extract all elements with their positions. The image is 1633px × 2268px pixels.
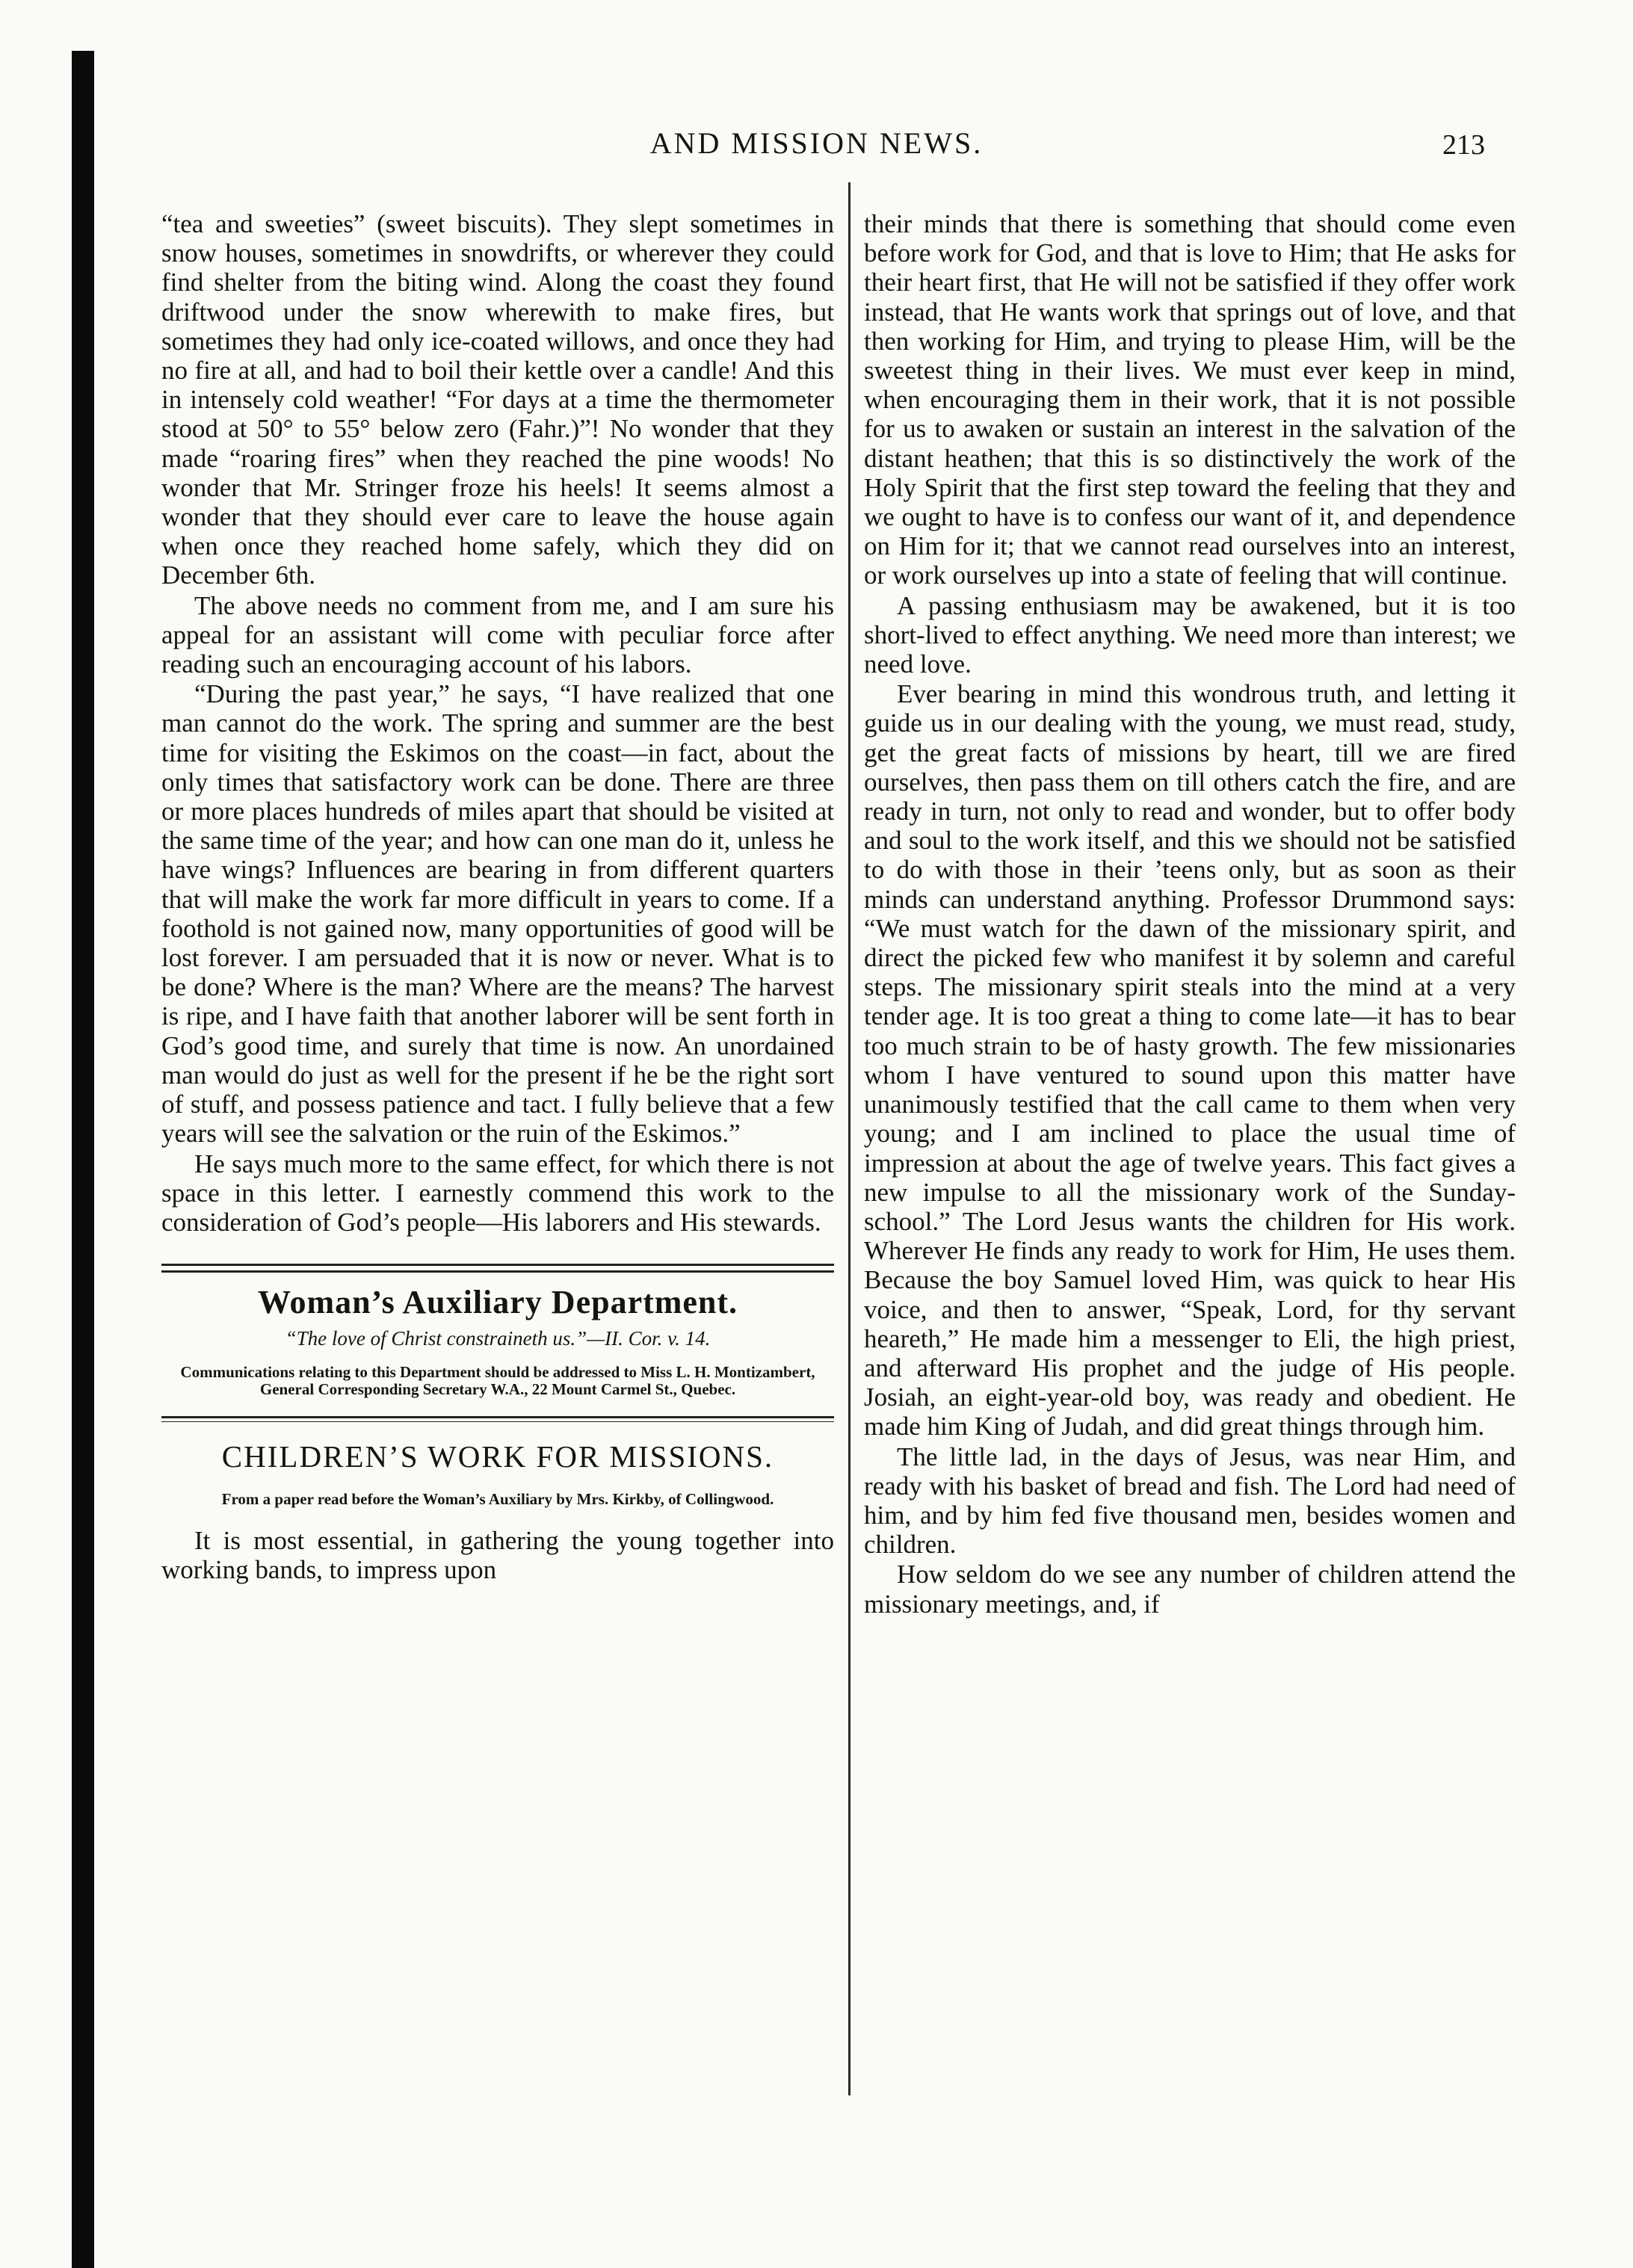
right-column [864, 209, 1516, 1619]
column-divider [848, 182, 851, 2095]
department-motto: “The love of Christ constraineth us.”—II. Cor. v. 14. [285, 1327, 711, 1350]
paragraph: A passing enthusiasm may be awakened, but it is too short-lived to effect anything. We need more than interest; we need love. [864, 590, 1516, 679]
department-note: Communications relating to this Department should be addressed to Miss L. H. Montizambert, General Corresponding Secretary W.A., 22 Mount Carmel St., Quebec. [180, 1363, 815, 1399]
paragraph: “tea and sweeties” (sweet biscuits). They slept sometimes in snow houses, sometimes in snowdrifts, or wherever they could find shelter from the biting wind. Along the coast they found driftwood under the snow wherewith to make fires, but sometimes they had only ice-coated willows, and once they had no fire at all, and had to boil their kettle over a candle! And this in intensely cold weather! “For days at a time the thermometer stood at 50° to 55° below zero (Fahr.)”! No wonder that they made “roaring fires” when they reached the pine woods! No wonder that Mr. Stringer froze his heels! It seems almost a wonder that they should ever care to leave the house again when once they reached home safely, which they did on December 6th. [161, 209, 834, 590]
section-rule [161, 1264, 834, 1273]
article-byline: From a paper read before the Woman’s Auxiliary by Mrs. Kirkby, of Collingwood. [221, 1490, 774, 1509]
paragraph: He says much more to the same effect, for which there is not space in this letter. I earnestly commend this work to the consideration of God’s people—His laborers and His stewards. [161, 1149, 834, 1237]
paragraph: their minds that there is something that should come even before work for God, and that is love to Him; that He asks for their heart first, that He will not be satisfied if they offer work instead, that He wants work that springs out of love, and that then working for Him, and trying to please Him, will be the sweetest thing in their lives. We must ever keep in mind, when encouraging them in their work, that it is not possible for us to awaken or sustain an interest in the salvation of the distant heathen; that this is so distinctively the work of the Holy Spirit that the first step toward the feeling that they and we ought to have is to confess our want of it, and dependence on Him for it; that we cannot read ourselves into an interest, or work ourselves up into a state of feeling that will continue. [864, 209, 1516, 590]
paragraph: The little lad, in the days of Jesus, was near Him, and ready with his basket of bread and fish. The Lord had need of him, and by him fed five thousand men, besides women and children. [864, 1442, 1516, 1560]
page-number: 213 [1442, 129, 1485, 161]
left-column [161, 209, 834, 1585]
binding-edge [72, 51, 94, 2268]
running-head: AND MISSION NEWS. [649, 126, 984, 160]
paragraph: How seldom do we see any number of children attend the missionary meetings, and, if [864, 1560, 1516, 1619]
article-title: CHILDREN’S WORK FOR MISSIONS. [221, 1439, 774, 1474]
paragraph: It is most essential, in gathering the young together into working bands, to impress upon [161, 1526, 834, 1585]
paragraph: “During the past year,” he says, “I have realized that one man cannot do the work. The spring and summer are the best time for visiting the Eskimos on the coast—in fact, about the only times that satisfactory work can be done. There are three or more places hundreds of miles apart that should be visited at the same time of the year; and how can one man do it, unless he have wings? Influences are bearing in from different quarters that will make the work far more difficult in years to come. If a foothold is not gained now, many opportunities of good will be lost forever. I am persuaded that it is now or never. What is to be done? Where is the man? Where are the means? The harvest is ripe, and I have faith that another laborer will be sent forth in God’s good time, and surely that time is now. An unordained man would do just as well for the present if he be the right sort of stuff, and possess patience and tact. I fully believe that a few years will see the salvation or the ruin of the Eskimos.” [161, 679, 834, 1149]
paragraph: The above needs no comment from me, and I am sure his appeal for an assistant will come with peculiar force after reading such an encouraging account of his labors. [161, 590, 834, 679]
paragraph: Ever bearing in mind this wondrous truth, and letting it guide us in our dealing with the young, we must read, study, get the great facts of missions by heart, till we are fired ourselves, then pass them on till others catch the fire, and are ready in turn, not only to read and wonder, but to offer body and soul to the work itself, and this we should not be satisfied to do with those in their ’teens only, but as soon as their minds can understand anything. Professor Drummond says: “We must watch for the dawn of the missionary spirit, and direct the picked few who manifest it by solemn and careful steps. The missionary spirit steals into the mind at a very tender age. It is too great a thing to come late—it has to bear too much strain to be of hasty growth. The few missionaries whom I have ventured to sound upon this matter have unanimously testified that the call came to them when very young; and I am inclined to place the usual time of impression at about the age of twelve years. This fact gives a new impulse to all the missionary work of the Sunday-school.” The Lord Jesus wants the children for His work. Wherever He finds any ready to work for Him, He uses them. Because the boy Samuel loved Him, was quick to hear His voice, and then to answer, “Speak, Lord, for thy servant heareth,” He made him a messenger to Eli, the high priest, and afterward His prophet and the judge of His people. Josiah, an eight-year-old boy, was ready and obedient. He made him King of Judah, and did great things through him. [864, 679, 1516, 1442]
department-title: Woman’s Auxiliary Department. [257, 1284, 738, 1321]
article-rule [161, 1416, 834, 1422]
